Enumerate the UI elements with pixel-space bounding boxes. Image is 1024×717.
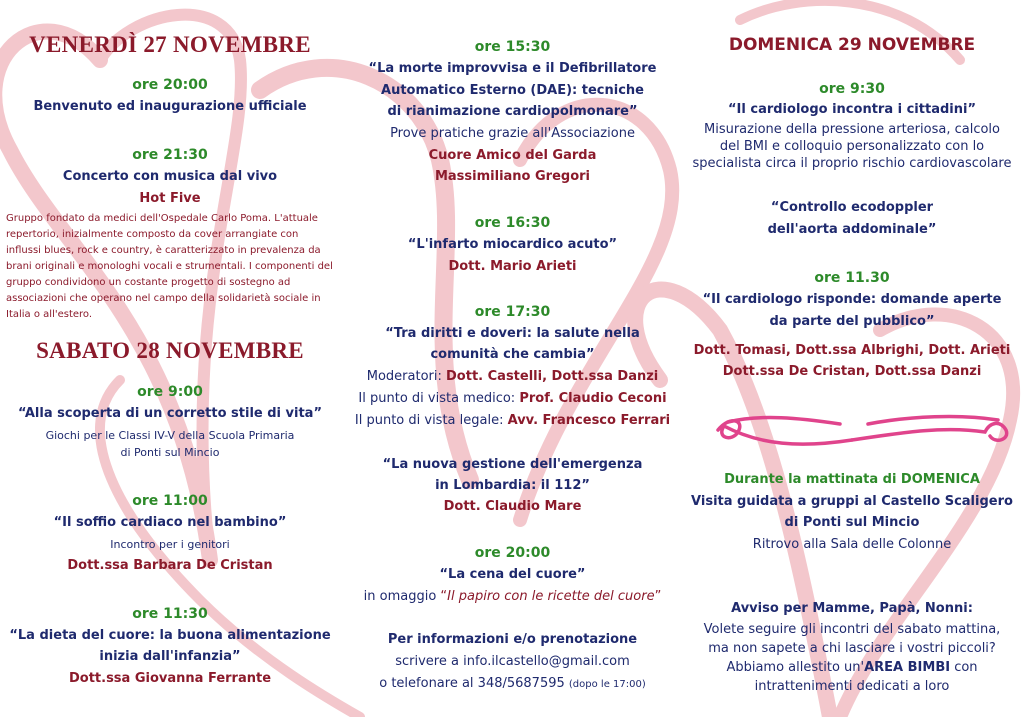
event-title: di rianimazione cardiopolmonare” bbox=[387, 104, 638, 119]
event-title: Benvenuto ed inaugurazione ufficiale bbox=[33, 99, 307, 114]
event-speakers: Dott.ssa De Cristan, Dott.ssa Danzi bbox=[722, 364, 982, 379]
event-speaker: Dott.ssa Barbara De Cristan bbox=[67, 558, 273, 573]
event-title: “La dieta del cuore: la buona alimentazione bbox=[9, 628, 331, 643]
band-description: Gruppo fondato da medici dell'Ospedale Carlo Poma. L'attuale repertorio, inizialmente composto da cover arrangiate con influssi blues, rock e country, è caratterizzato in prevalenza da brani originali e monologhi vocali e strumentali. I componenti del gruppo condividono un costante progetto di sostegno ad associazioni che operano nel campo della solidarietà sociale in Italia o all'estero. bbox=[6, 213, 333, 320]
quote-close: ” bbox=[654, 589, 662, 604]
gift-label: in omaggio bbox=[363, 589, 441, 604]
notice-line3-pre: Abbiamo allestito un' bbox=[726, 660, 865, 675]
event-time: ore 11:30 bbox=[132, 606, 208, 622]
event-time: ore 16:30 bbox=[474, 215, 551, 231]
info-phone-hours: (dopo le 17:00) bbox=[568, 679, 646, 690]
event-speakers: Dott. Tomasi, Dott.ssa Albrighi, Dott. Arieti bbox=[693, 343, 1011, 358]
event-speaker: Massimiliano Gregori bbox=[434, 169, 591, 184]
event-title: “Il soffio cardiaco nel bambino” bbox=[53, 515, 287, 530]
event-title: “Il cardiologo risponde: domande aperte bbox=[702, 292, 1002, 307]
kids-area-label: AREA BIMBI bbox=[864, 660, 951, 675]
notice-line: Volete seguire gli incontri del sabato mattina, bbox=[703, 622, 1001, 637]
event-title: Automatico Esterno (DAE): tecniche bbox=[381, 83, 644, 98]
event-description: del BMI e colloquio personalizzato con lo bbox=[719, 139, 985, 154]
legal-viewpoint-line bbox=[345, 410, 680, 432]
visit-time: Durante la mattinata di DOMENICA bbox=[724, 472, 980, 487]
event-title: “Alla scoperta di un corretto stile di vita” bbox=[17, 406, 322, 421]
event-time: ore 9:00 bbox=[137, 384, 203, 400]
sunday-heading: DOMENICA 29 NOVEMBRE bbox=[728, 35, 976, 55]
event-time: ore 21:30 bbox=[132, 147, 208, 163]
event-time: ore 17:30 bbox=[474, 304, 551, 320]
moderators-line bbox=[345, 366, 680, 388]
event-title: in Lombardia: il 112” bbox=[435, 478, 590, 493]
event-time: ore 11:00 bbox=[132, 493, 208, 509]
event-time: ore 15:30 bbox=[474, 39, 551, 55]
event-description bbox=[345, 586, 680, 608]
event-time: ore 20:00 bbox=[474, 545, 551, 561]
event-organization: Cuore Amico del Garda bbox=[428, 148, 597, 163]
quote-open: “ bbox=[440, 589, 448, 604]
event-description: Prove pratiche grazie all'Associazione bbox=[390, 126, 635, 141]
info-email-line: scrivere a info.ilcastello@gmail.com bbox=[395, 654, 630, 669]
event-description: Giochi per le Classi IV-V della Scuola Primaria bbox=[45, 429, 295, 442]
event-title: “Tra diritti e doveri: la salute nella bbox=[385, 326, 640, 341]
legal-viewpoint-name: Avv. Francesco Ferrari bbox=[507, 413, 671, 428]
event-time: ore 20:00 bbox=[132, 77, 208, 93]
event-title: Concerto con musica dal vivo bbox=[62, 169, 278, 184]
saturday-heading: SABATO 28 NOVEMBRE bbox=[36, 338, 304, 363]
notice-line bbox=[680, 658, 1024, 677]
event-speaker: Dott. Claudio Mare bbox=[443, 499, 582, 514]
visit-title: di Ponti sul Mincio bbox=[784, 515, 920, 530]
event-title: “La cena del cuore” bbox=[439, 567, 586, 582]
moderators-names: Dott. Castelli, Dott.ssa Danzi bbox=[446, 369, 659, 384]
event-title: “Controllo ecodoppler bbox=[770, 200, 934, 215]
event-description: Incontro per i genitori bbox=[110, 538, 230, 551]
notice-line: ma non sapete a chi lasciare i vostri piccoli? bbox=[708, 641, 996, 656]
medical-viewpoint-label: Il punto di vista medico: bbox=[358, 391, 520, 406]
visit-description: Ritrovo alla Sala delle Colonne bbox=[752, 537, 952, 552]
event-speaker: Dott. Mario Arieti bbox=[448, 259, 577, 274]
event-title: comunità che cambia” bbox=[430, 347, 595, 362]
event-title: “L'infarto miocardico acuto” bbox=[407, 237, 618, 252]
visit-title: Visita guidata a gruppi al Castello Scaligero bbox=[691, 494, 1013, 509]
event-title: “La morte improvvisa e il Defibrillatore bbox=[368, 61, 657, 76]
event-speaker: Dott.ssa Giovanna Ferrante bbox=[68, 671, 272, 686]
event-description: di Ponti sul Mincio bbox=[120, 446, 220, 459]
event-description: specialista circa il proprio rischio cardiovascolare bbox=[692, 156, 1012, 171]
event-time: ore 11.30 bbox=[814, 270, 890, 286]
band-name: Hot Five bbox=[139, 191, 201, 206]
notice-line: intrattenimenti dedicati a loro bbox=[754, 679, 950, 694]
event-title: “Il cardiologo incontra i cittadini” bbox=[728, 102, 976, 117]
medical-viewpoint-line bbox=[345, 388, 680, 410]
moderators-label: Moderatori: bbox=[366, 369, 447, 384]
medical-viewpoint-name: Prof. Claudio Ceconi bbox=[519, 391, 667, 406]
info-phone: o telefonare al 348/5687595 bbox=[379, 676, 569, 691]
notice-line3-post: con bbox=[950, 660, 978, 675]
event-title: inizia dall'infanzia” bbox=[99, 649, 241, 664]
friday-heading: VENERDÌ 27 NOVEMBRE bbox=[29, 32, 311, 57]
gift-title: Il papiro con le ricette del cuore bbox=[447, 589, 655, 604]
info-phone-line bbox=[345, 673, 680, 696]
event-description: Misurazione della pressione arteriosa, calcolo bbox=[704, 122, 1000, 137]
notice-title: Avviso per Mamme, Papà, Nonni: bbox=[731, 601, 973, 616]
event-title: dell'aorta addominale” bbox=[767, 222, 937, 237]
event-time: ore 9:30 bbox=[819, 81, 885, 97]
event-title: da parte del pubblico” bbox=[769, 314, 935, 329]
event-title: “La nuova gestione dell'emergenza bbox=[382, 457, 643, 472]
legal-viewpoint-label: Il punto di vista legale: bbox=[354, 413, 508, 428]
info-title: Per informazioni e/o prenotazione bbox=[387, 632, 638, 647]
